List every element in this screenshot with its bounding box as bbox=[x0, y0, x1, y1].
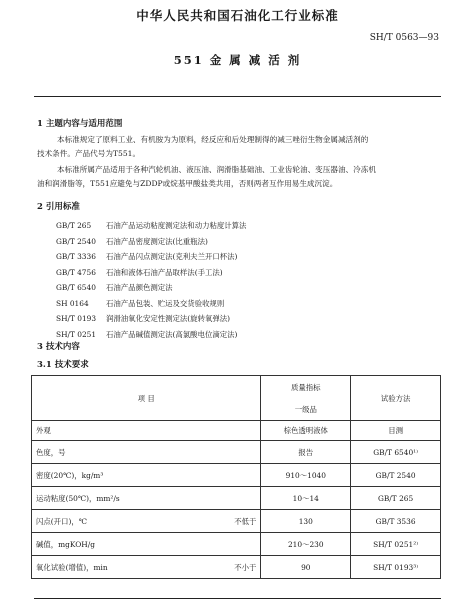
column-header-item: 项 目 bbox=[32, 376, 261, 421]
reference-code: SH 0164 bbox=[56, 298, 89, 308]
section-1-p1-line2: 技术条件。产品代号为T551。 bbox=[37, 149, 141, 158]
reference-item bbox=[56, 313, 246, 329]
row-item-label: 碱值，mgKOH/g bbox=[36, 539, 95, 549]
row-value: 130 bbox=[261, 510, 351, 533]
standard-code: SH/T 0563—93 bbox=[369, 33, 439, 43]
row-item-label: 运动粘度(50℃)，mm²/s bbox=[36, 493, 120, 503]
table-row bbox=[32, 441, 441, 464]
row-value: 10～14 bbox=[261, 487, 351, 510]
reference-code: GB/T 2540 bbox=[56, 236, 96, 246]
row-method: GB/T 3536 bbox=[351, 510, 441, 533]
reference-code: GB/T 3336 bbox=[56, 252, 96, 261]
reference-name: 石油产品碱值测定法(高氯酸电位滴定法) bbox=[106, 329, 238, 339]
reference-code: SH/T 0251 bbox=[56, 329, 97, 339]
reference-list bbox=[56, 220, 246, 344]
row-item bbox=[32, 441, 261, 464]
reference-name: 石油产品包装、贮运及交货验收规则 bbox=[106, 298, 225, 308]
table-row bbox=[32, 556, 441, 579]
row-method: SH/T 0251²⁾ bbox=[351, 533, 441, 556]
section-1-p1-line1: 本标准规定了原料工业、有机胺为为原料，经反应和后处理制得的减三唑衍生物金属减活剂的 bbox=[57, 135, 369, 144]
reference-item bbox=[56, 251, 246, 267]
table-header-row bbox=[32, 376, 441, 399]
reference-code: GB/T 6540 bbox=[56, 283, 96, 292]
page-bottom-rule bbox=[34, 598, 441, 599]
row-limit: 不小于 bbox=[234, 562, 257, 572]
reference-name: 石油产品运动粘度测定法和动力粘度计算法 bbox=[106, 221, 247, 230]
reference-code: GB/T 4756 bbox=[56, 267, 96, 277]
row-value: 90 bbox=[261, 556, 351, 579]
row-method: 目测 bbox=[351, 421, 441, 441]
row-item-label: 氧化试验(增值)，min bbox=[36, 562, 108, 572]
section-1-paragraph-1 bbox=[37, 133, 447, 161]
reference-name: 润滑油氧化安定性测定法(旋转氧弹法) bbox=[106, 314, 231, 323]
row-value: 210～230 bbox=[261, 533, 351, 556]
row-item-label: 色度，号 bbox=[36, 447, 66, 457]
section-1-p2-line2: 油和润滑脂等，T551应避免与ZDDP或烷基甲酸盐类共用，否则两者互作用易生成沉淀。 bbox=[37, 179, 338, 188]
reference-name: 石油产品闪点测定法(克利夫兰开口杯法) bbox=[106, 252, 238, 261]
table-row bbox=[32, 464, 441, 487]
reference-name: 石油产品颜色测定法 bbox=[106, 283, 173, 292]
reference-item bbox=[56, 267, 246, 283]
row-item bbox=[32, 533, 261, 556]
column-header-method: 试验方法 bbox=[351, 376, 441, 421]
row-value: 910～1040 bbox=[261, 464, 351, 487]
column-header-grade: 一级品 bbox=[261, 398, 351, 421]
table-row bbox=[32, 421, 441, 441]
row-method: GB/T 6540¹⁾ bbox=[351, 441, 441, 464]
reference-item bbox=[56, 298, 246, 314]
row-method: GB/T 265 bbox=[351, 487, 441, 510]
row-item bbox=[32, 510, 261, 533]
title-divider bbox=[34, 96, 441, 97]
row-method: SH/T 0193³⁾ bbox=[351, 556, 441, 579]
document-title: 551 金 属 减 活 剂 bbox=[173, 53, 302, 67]
issuer-header: 中华人民共和国石油化工行业标准 bbox=[136, 8, 339, 23]
section-1-heading: 1 主题内容与适用范围 bbox=[37, 119, 123, 129]
reference-item bbox=[56, 236, 246, 252]
technical-requirements-table bbox=[31, 375, 441, 579]
reference-name: 石油和液体石油产品取样法(手工法) bbox=[106, 267, 223, 277]
row-item bbox=[32, 487, 261, 510]
reference-item bbox=[56, 329, 246, 345]
row-limit: 不低于 bbox=[234, 516, 257, 526]
row-item bbox=[32, 556, 261, 579]
row-item-label: 外观 bbox=[36, 426, 51, 435]
reference-item bbox=[56, 220, 246, 236]
row-item-label: 密度(20℃)，kg/m³ bbox=[36, 470, 104, 480]
section-1-paragraph-2 bbox=[37, 163, 447, 191]
reference-code: GB/T 265 bbox=[56, 221, 92, 230]
row-value: 报告 bbox=[261, 441, 351, 464]
section-3-1-heading: 3.1 技术要求 bbox=[37, 360, 89, 370]
section-1-p2-line1: 本标准所属产品适用于各种汽轮机油、液压油、润滑脂基础油、工业齿轮油、变压器油、冷冻机 bbox=[57, 165, 376, 174]
table-row bbox=[32, 510, 441, 533]
table-row bbox=[32, 533, 441, 556]
row-item bbox=[32, 421, 261, 441]
section-2-heading: 2 引用标准 bbox=[37, 202, 80, 212]
reference-item bbox=[56, 282, 246, 298]
section-3-heading: 3 技术内容 bbox=[37, 342, 80, 352]
row-item-label: 闪点(开口)，℃ bbox=[36, 516, 87, 526]
column-header-quality-index: 质量指标 bbox=[261, 376, 351, 399]
row-item bbox=[32, 464, 261, 487]
reference-code: SH/T 0193 bbox=[56, 314, 97, 323]
row-value: 棕色透明液体 bbox=[261, 421, 351, 441]
table-row bbox=[32, 487, 441, 510]
reference-name: 石油产品密度测定法(比重瓶法) bbox=[106, 236, 208, 246]
row-method: GB/T 2540 bbox=[351, 464, 441, 487]
